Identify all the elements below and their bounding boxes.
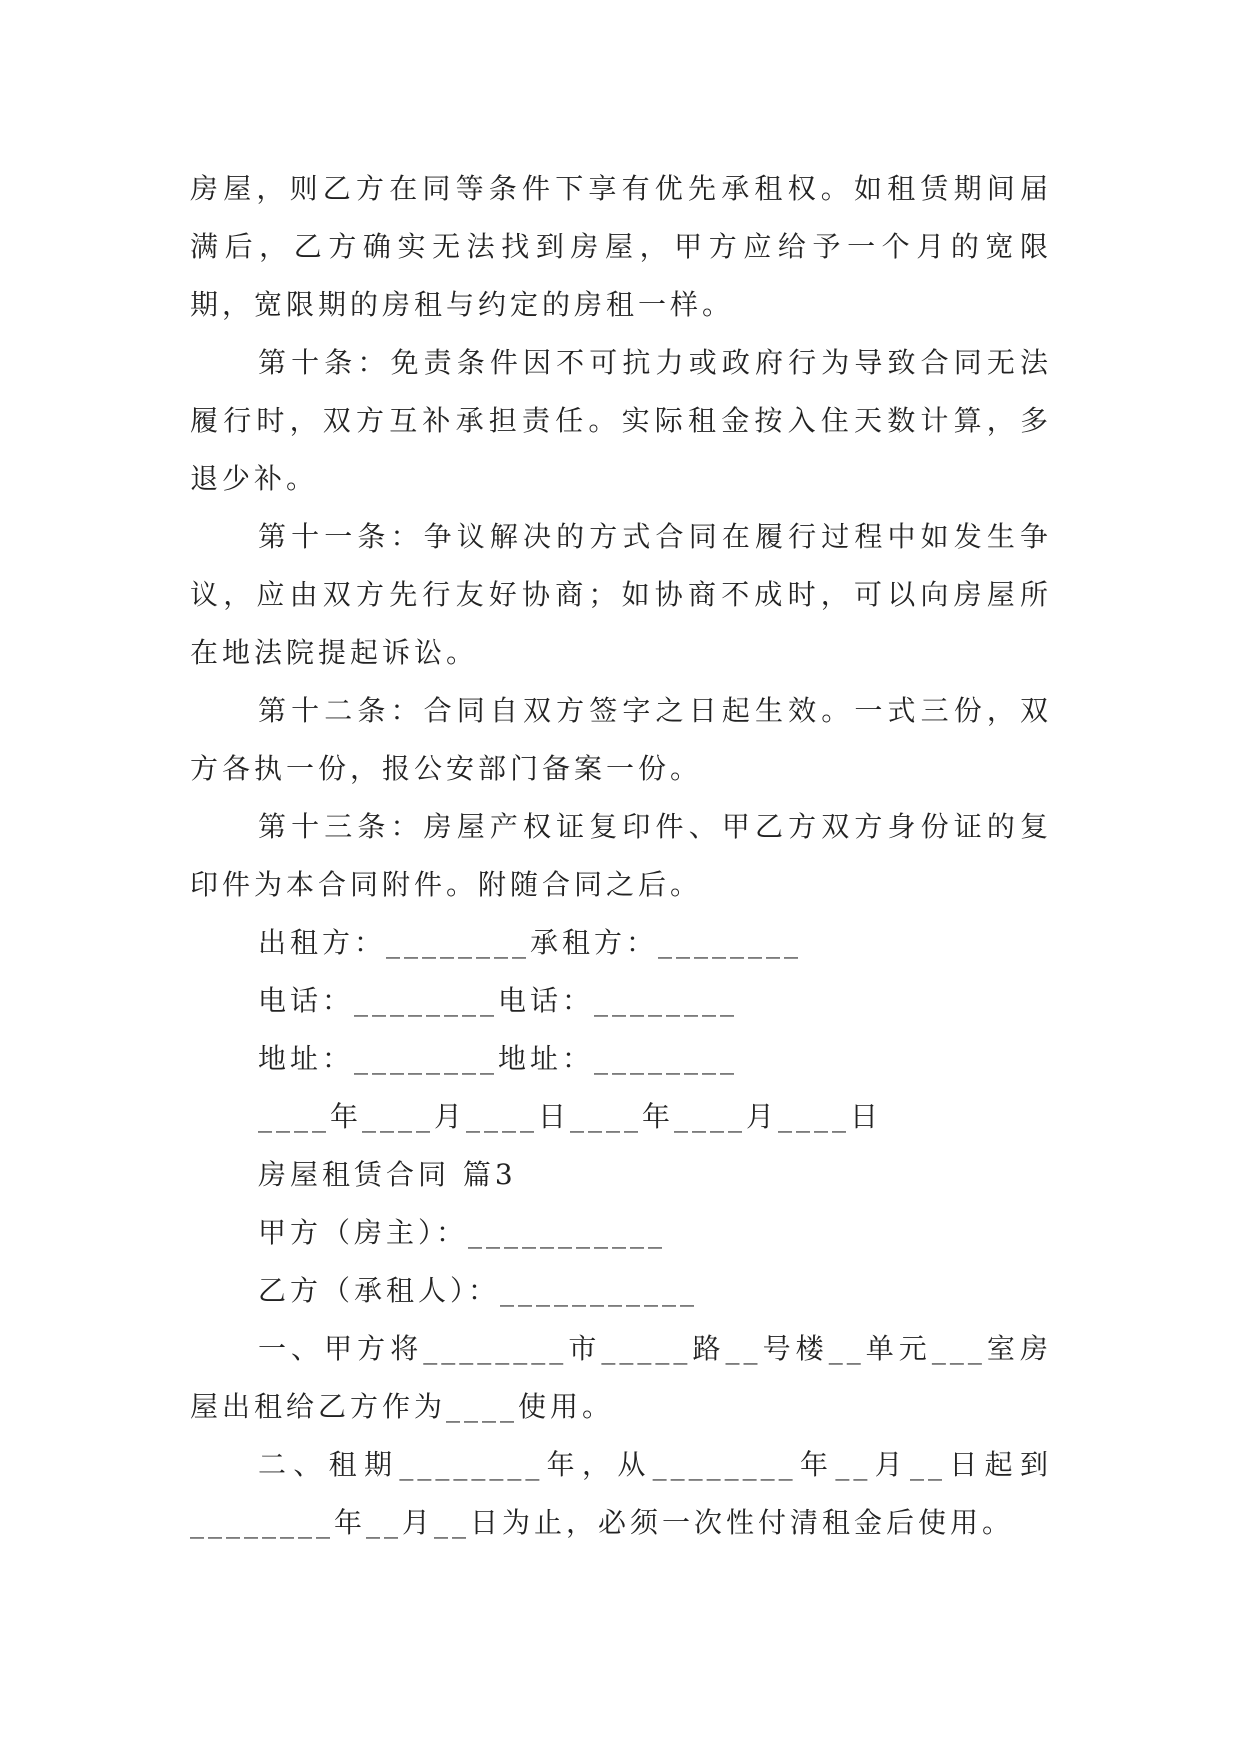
signature-date-line: ____年____月____日____年____月____日 — [258, 1100, 883, 1133]
paragraph-article-11: 第十一条：争议解决的方式合同在履行过程中如发生争议，应由双方先行友好协商；如协商不成时，可以向房屋所在地法院提起诉讼。 — [190, 520, 1052, 669]
signature-address-line: 地址：________地址：________ — [258, 1042, 739, 1075]
clause-2: 二、租期________年，从________年__月__日起到________年__月__日为止，必须一次性付清租金后使用。 — [190, 1448, 1052, 1539]
party-a-line: 甲方（房主）：___________ — [258, 1216, 667, 1249]
paragraph-article-13: 第十三条：房屋产权证复印件、甲乙方双方身份证的复印件为本合同附件。附随合同之后。 — [190, 810, 1052, 901]
clause-1: 一、甲方将________市_____路__号楼__单元___室房屋出租给乙方作为____使用。 — [190, 1332, 1052, 1423]
section-title: 房屋租赁合同 篇3 — [258, 1158, 517, 1191]
signature-phone-line: 电话：________电话：________ — [258, 984, 739, 1017]
party-b-line: 乙方（承租人）：___________ — [258, 1274, 699, 1307]
signature-parties-line: 出租方：________承租方：________ — [258, 926, 803, 959]
paragraph-article-12: 第十二条：合同自双方签字之日起生效。一式三份，双方各执一份，报公安部门备案一份。 — [190, 694, 1052, 785]
contract-text — [190, 160, 1052, 1552]
paragraph-priority-lease: 房屋，则乙方在同等条件下享有优先承租权。如租赁期间届满后，乙方确实无法找到房屋，甲方应给予一个月的宽限期，宽限期的房租与约定的房租一样。 — [190, 172, 1052, 321]
paragraph-article-10: 第十条：免责条件因不可抗力或政府行为导致合同无法履行时，双方互补承担责任。实际租金按入住天数计算，多退少补。 — [190, 346, 1052, 495]
